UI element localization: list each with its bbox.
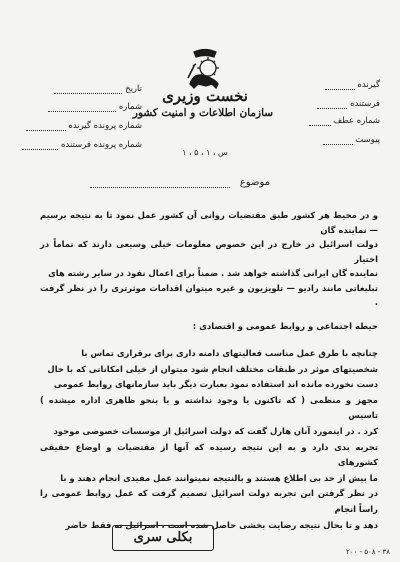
date-line	[54, 93, 122, 94]
paragraph-2-line: در نظر گرفتن این تجربه دولت اسرائیل تصمیم گرفت که عمل روابط عمومی را راساً انجام	[40, 488, 378, 514]
form-code: ۳۸ - ۵۰۸ - ۲۰۰	[346, 548, 391, 556]
paragraph-2-line: تجربه بدی دارد و به این نتیجه رسیده که آنها از مقتضیات و اوضاع حقیقی کشورهای	[40, 441, 378, 468]
paragraph-1-line: تبلیغاتی مانند رادیو — تلویزیون و غیره میتوان اقدامات موثرتری را در نظر گرفت .	[40, 282, 378, 307]
paragraph-2-line: کرد . در اینمورد آنان هارل گفت که دولت اسرائیل از موسسات خصوصی موجود	[53, 425, 378, 436]
paragraph-1-line: و در محیط هر کشور طبق مقتضیات روانی آن کشور عمل نمود تا به نتیجه برسیم — نماینده گان	[40, 210, 378, 235]
recipient-file-line	[26, 130, 66, 131]
paragraph-1	[40, 208, 378, 310]
sender-file-field	[22, 140, 142, 150]
section-heading: حیطه اجتماعی و روابط عمومی و اقتصادی :	[192, 322, 378, 332]
recipient-label: گیرنده	[357, 80, 380, 90]
recipient-file-field	[22, 121, 142, 131]
sender-file-line	[22, 149, 58, 150]
paragraph-2-line: دهد و تا بحال نتیجه رضایت بخشی حاصل شده است ، اسرائیل نه فقط حاضر	[65, 519, 378, 530]
sender-field	[300, 99, 380, 109]
reference-number-line	[309, 125, 331, 126]
paragraph-2-line: چنانچه با طرق عمل مناسب فعالیتهای دامنه داری برای برقراری تماس با	[81, 348, 378, 358]
paragraph-2-line: شخصیتهای موثر در طبقات مختلف انجام شود میتوان از خیلی امکاناتی که با حال	[47, 363, 378, 374]
subject-label: موضوع	[239, 177, 270, 188]
paragraph-2-line: دست نخورده مانده اند استفاده نمود بعبارت دیگر باید سازمانهای روابط عمومی	[53, 379, 378, 390]
reference-number-label: شماره عطف	[333, 116, 380, 126]
attachment-label: پیوست	[355, 135, 380, 145]
organization-title: سازمان اطلاعات و امنیت کشور	[132, 107, 274, 119]
attachment-line	[323, 144, 353, 145]
paragraph-2-line: ما بیش از حد بی اطلاع هستند و بالنتیجه نمیتوانند عمل مفیدی انجام دهند و با	[60, 472, 378, 483]
reference-number-field	[300, 116, 380, 126]
number-field	[22, 102, 142, 112]
number-line	[48, 111, 116, 112]
classification-stamp: بکلی سری	[112, 525, 214, 551]
date-field	[22, 84, 142, 94]
recipient-field	[300, 80, 380, 90]
subject-line	[90, 187, 230, 188]
sender-file-label: شماره پرونده فرستنده	[61, 140, 142, 150]
paragraph-1-line: نماینده گان ایرانی گذاشته خواهد شد . ضمناً برای اعمال نفوذ در سایر رشته های	[48, 268, 378, 278]
lion-and-sun-emblem	[184, 48, 226, 92]
paragraph-2	[40, 346, 378, 533]
sender-line	[317, 108, 347, 109]
recipient-line	[325, 89, 355, 90]
number-label: شماره	[118, 102, 142, 112]
recipient-file-label: شماره پرونده گیرنده	[68, 121, 142, 131]
paragraph-2-line: مجهز و منظمی ( که تاکنون یا وجود نداشته و یا بنحو ظاهری اداره میشده ) تاسیس	[40, 394, 378, 421]
ministry-title: نخست وزیری	[162, 87, 248, 105]
sender-label: فرستنده	[350, 99, 380, 109]
reference-code: س ، ۱ ، ۵ ، ۱	[182, 148, 228, 157]
paragraph-1-line: دولت اسرائیل در خارج در این خصوص معلومات خیلی وسیعی دارند که تماماً در اختیار	[40, 239, 378, 264]
date-label: تاریخ	[125, 84, 142, 94]
attachment-field	[300, 135, 380, 145]
